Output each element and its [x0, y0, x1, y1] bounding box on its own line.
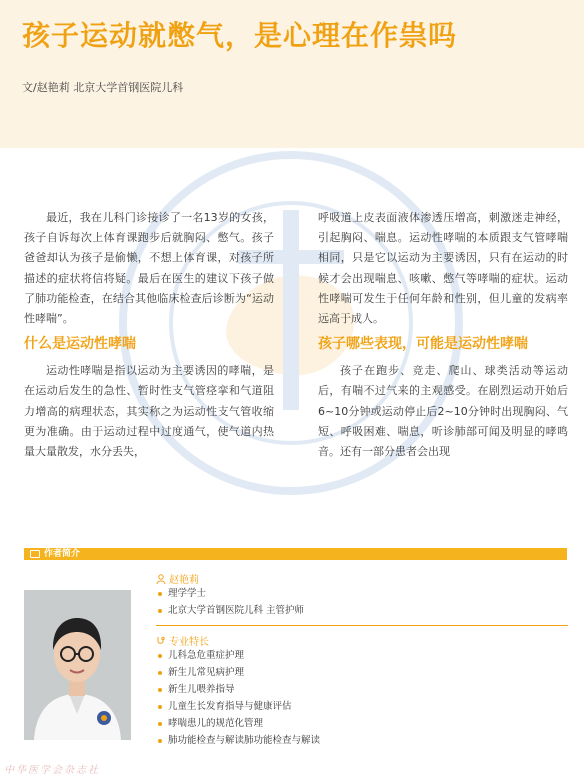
author-photo [24, 590, 131, 740]
person-icon [156, 574, 166, 584]
author-name: 赵艳莉 [169, 575, 199, 586]
author-portrait-image [24, 590, 131, 740]
monitor-icon [30, 550, 40, 558]
list-item: 儿科急危重症护理 [156, 647, 568, 664]
left-column [24, 208, 274, 462]
publisher-logo: 中华医学会杂志社 [4, 765, 100, 776]
right-column [318, 208, 568, 462]
stethoscope-icon [156, 636, 166, 646]
credentials-list [156, 585, 568, 619]
left-paragraph-1: 最近，我在儿科门诊接诊了一名13岁的女孩，孩子自诉每次上体育课跑步后就胸闷、憋气。孩子爸爸却认为孩子是偷懒，不想上体育课，对孩子所描述的症状将信将疑。最后在医生的建议下孩子做了肺功能检查，在结合其他临床检查后诊断为“运动性哮喘”。 [24, 211, 274, 326]
article-title: 孩子运动就憋气，是心理在作祟吗 [22, 19, 458, 52]
bullet-icon [158, 609, 162, 613]
specialty-label: 专业特长 [169, 637, 209, 648]
section-title-symptoms: 孩子哪些表现，可能是运动性哮喘 [318, 336, 528, 353]
author-intro-label: 作者简介 [44, 549, 81, 559]
list-item: 理学学士 [156, 585, 568, 602]
list-item: 北京大学首钢医院儿科 主管护师 [156, 602, 568, 619]
author-intro-bar [24, 548, 567, 560]
bullet-icon [158, 671, 162, 675]
bullet-icon [158, 705, 162, 709]
list-item: 新生儿常见病护理 [156, 664, 568, 681]
bullet-icon [158, 739, 162, 743]
right-paragraph-1: 呼吸道上皮表面液体渗透压增高，刺激迷走神经，引起胸闷、喘息。运动性哮喘的本质跟支气管哮喘相同，只是它以运动为主要诱因，只有在运动的时候才会出现喘息、咳嗽、憋气等哮喘的症状。运动性哮喘可发生于任何年龄和性别，但儿童的发病率远高于成人。 [318, 211, 568, 326]
byline: 文/赵艳莉 北京大学首钢医院儿科 [22, 81, 184, 94]
specialty-header [156, 634, 568, 647]
author-name-row [156, 572, 568, 585]
list-item: 肺功能检查与解读肺功能检查与解读 [156, 732, 568, 749]
section-title-what-is: 什么是运动性哮喘 [24, 336, 136, 353]
bullet-icon [158, 654, 162, 658]
bullet-icon [158, 592, 162, 596]
bullet-icon [158, 722, 162, 726]
right-paragraph-2: 孩子在跑步、竞走、爬山、球类活动等运动后，有喘不过气来的主观感受。在剧烈运动开始后6~10分钟或运动停止后2~10分钟时出现胸闷、气短、呼吸困难、喘息，听诊肺部可闻及明显的哮鸣音。还有一部分患者会出现 [318, 364, 568, 459]
specialties-list [156, 647, 568, 749]
bullet-icon [158, 688, 162, 692]
divider [156, 625, 568, 626]
list-item: 新生儿喂养指导 [156, 681, 568, 698]
author-info [156, 572, 568, 749]
list-item: 哮喘患儿的规范化管理 [156, 715, 568, 732]
left-paragraph-2: 运动性哮喘是指以运动为主要诱因的哮喘，是在运动后发生的急性、暂时性支气管痉挛和气道阻力增高的病理状态，其实称之为运动性支气管收缩更为准确。由于运动过程中过度通气，使气道内热量大量散发，水分丢失， [24, 364, 274, 459]
list-item: 儿童生长发育指导与健康评估 [156, 698, 568, 715]
